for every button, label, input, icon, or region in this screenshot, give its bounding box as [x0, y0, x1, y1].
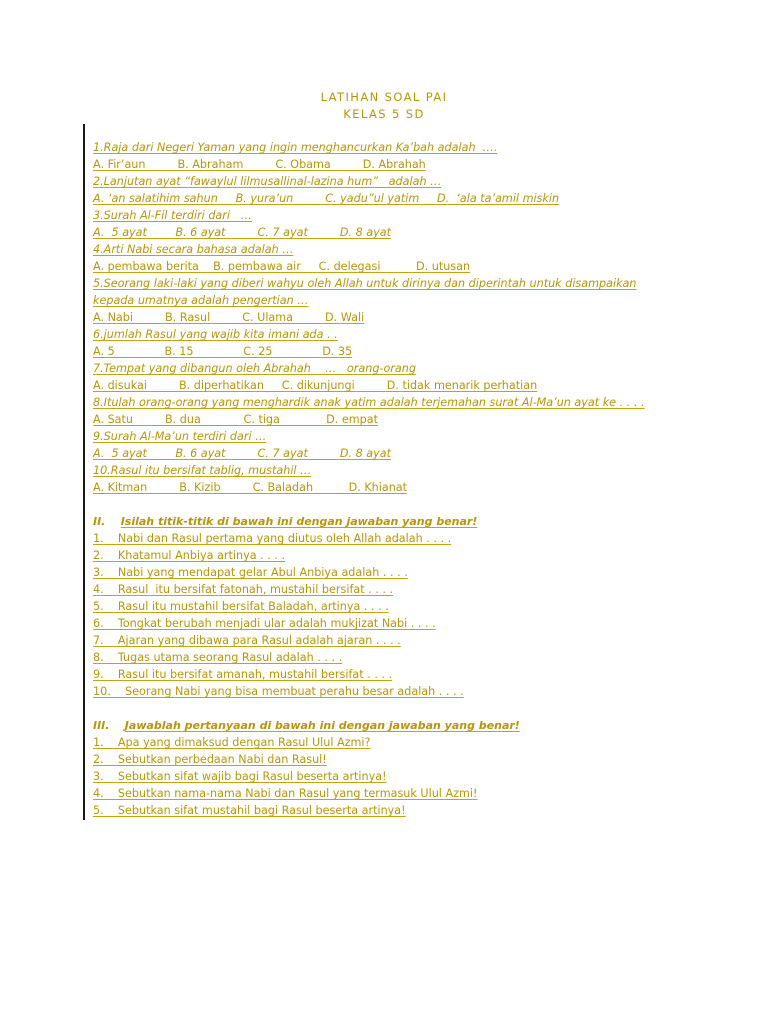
section-fill-in: [93, 513, 733, 700]
question-line: 6.jumlah Rasul yang wajib kita imani ada . .: [93, 328, 338, 341]
spacer: [93, 700, 733, 717]
fill-item: 4. Rasul itu bersifat fatonah, mustahil bersifat . . . .: [93, 583, 394, 596]
question-line: 4.Arti Nabi secara bahasa adalah …: [93, 243, 294, 256]
answer-options-line: A. 5 ayat B. 6 ayat C. 7 ayat D. 8 ayat: [93, 447, 391, 460]
question-line: 3.Surah Al-Fil terdiri dari …: [93, 209, 252, 222]
fill-item: 3. Nabi yang mendapat gelar Abul Anbiya adalah . . . .: [93, 566, 408, 579]
essay-item: 5. Sebutkan sifat mustahil bagi Rasul beserta artinya!: [93, 804, 406, 817]
question-line: kepada umatnya adalah pengertian …: [93, 294, 309, 307]
fill-item: 1. Nabi dan Rasul pertama yang diutus oleh Allah adalah . . . .: [93, 532, 452, 545]
section-heading: [93, 717, 733, 734]
fill-item: 6. Tongkat berubah menjadi ular adalah mukjizat Nabi . . . .: [93, 617, 436, 630]
question-line: 10.Rasul itu bersifat tablig, mustahil …: [93, 464, 312, 477]
answer-options-line: A. 5 B. 15 C. 25 D. 35: [93, 345, 353, 358]
fill-item: 9. Rasul itu bersifat amanah, mustahil bersifat . . . .: [93, 668, 393, 681]
fill-item: 2. Khatamul Anbiya artinya . . . .: [93, 549, 286, 562]
document-title: LATIHAN SOAL PAI: [320, 90, 448, 104]
essay-item: 3. Sebutkan sifat wajib bagi Rasul beserta artinya!: [93, 770, 387, 783]
answer-options-line: A. pembawa berita B. pembawa air C. delegasi D. utusan: [93, 260, 471, 273]
section-heading: [93, 513, 733, 530]
answer-options-line: A. Fir’aun B. Abraham C. Obama D. Abrahah: [93, 158, 426, 171]
section-heading-text: Isilah titik-titik di bawah ini dengan jawaban yang benar!: [120, 515, 478, 528]
answer-options-line: A. 5 ayat B. 6 ayat C. 7 ayat D. 8 ayat: [93, 226, 391, 239]
answer-options-line: A. ‘an salatihim sahun B. yura’un C. yadu”ul yatim D. ‘ala ta’amil miskin: [93, 192, 560, 205]
section-number: III.: [93, 719, 110, 732]
question-line: 5.Seorang laki-laki yang diberi wahyu oleh Allah untuk dirinya dan diperintah untuk disampaikan: [93, 277, 637, 290]
fill-item: 5. Rasul itu mustahil bersifat Baladah, artinya . . . .: [93, 600, 389, 613]
fill-item: 7. Ajaran yang dibawa para Rasul adalah ajaran . . . .: [93, 634, 401, 647]
spacer: [93, 496, 733, 513]
section-heading-text: Jawablah pertanyaan di bawah ini dengan jawaban yang benar!: [124, 719, 520, 732]
question-line: 2.Lanjutan ayat “fawaylul lilmusallinal-lazina hum” adalah …: [93, 175, 442, 188]
question-line: 1.Raja dari Negeri Yaman yang ingin menghancurkan Ka’bah adalah ….: [93, 141, 498, 154]
answer-options-line: A. Nabi B. Rasul C. Ulama D. Wali: [93, 311, 365, 324]
essay-item: 2. Sebutkan perbedaan Nabi dan Rasul!: [93, 753, 327, 766]
margin-line: [83, 124, 85, 820]
essay-item: 1. Apa yang dimaksud dengan Rasul Ulul Azmi?: [93, 736, 371, 749]
answer-options-line: A. Satu B. dua C. tiga D. empat: [93, 413, 378, 426]
document-content: [93, 139, 733, 819]
section-multiple-choice: [93, 139, 733, 496]
question-line: 9.Surah Al-Ma’un terdiri dari …: [93, 430, 267, 443]
section-essay: [93, 717, 733, 819]
answer-options-line: A. Kitman B. Kizib C. Baladah D. Khianat: [93, 481, 408, 494]
question-line: 8.Itulah orang-orang yang menghardik anak yatim adalah terjemahan surat Al-Ma’un ayat ke . . . .: [93, 396, 645, 409]
answer-options-line: A. disukai B. diperhatikan C. dikunjungi D. tidak menarik perhatian: [93, 379, 538, 392]
essay-item: 4. Sebutkan nama-nama Nabi dan Rasul yang termasuk Ulul Azmi!: [93, 787, 478, 800]
question-line: 7.Tempat yang dibangun oleh Abrahah … orang-orang: [93, 362, 416, 375]
fill-item: 10. Seorang Nabi yang bisa membuat perahu besar adalah . . . .: [93, 685, 464, 698]
document-subtitle: KELAS 5 SD: [343, 107, 425, 121]
fill-item: 8. Tugas utama seorang Rasul adalah . . . .: [93, 651, 343, 664]
section-number: II.: [93, 515, 106, 528]
